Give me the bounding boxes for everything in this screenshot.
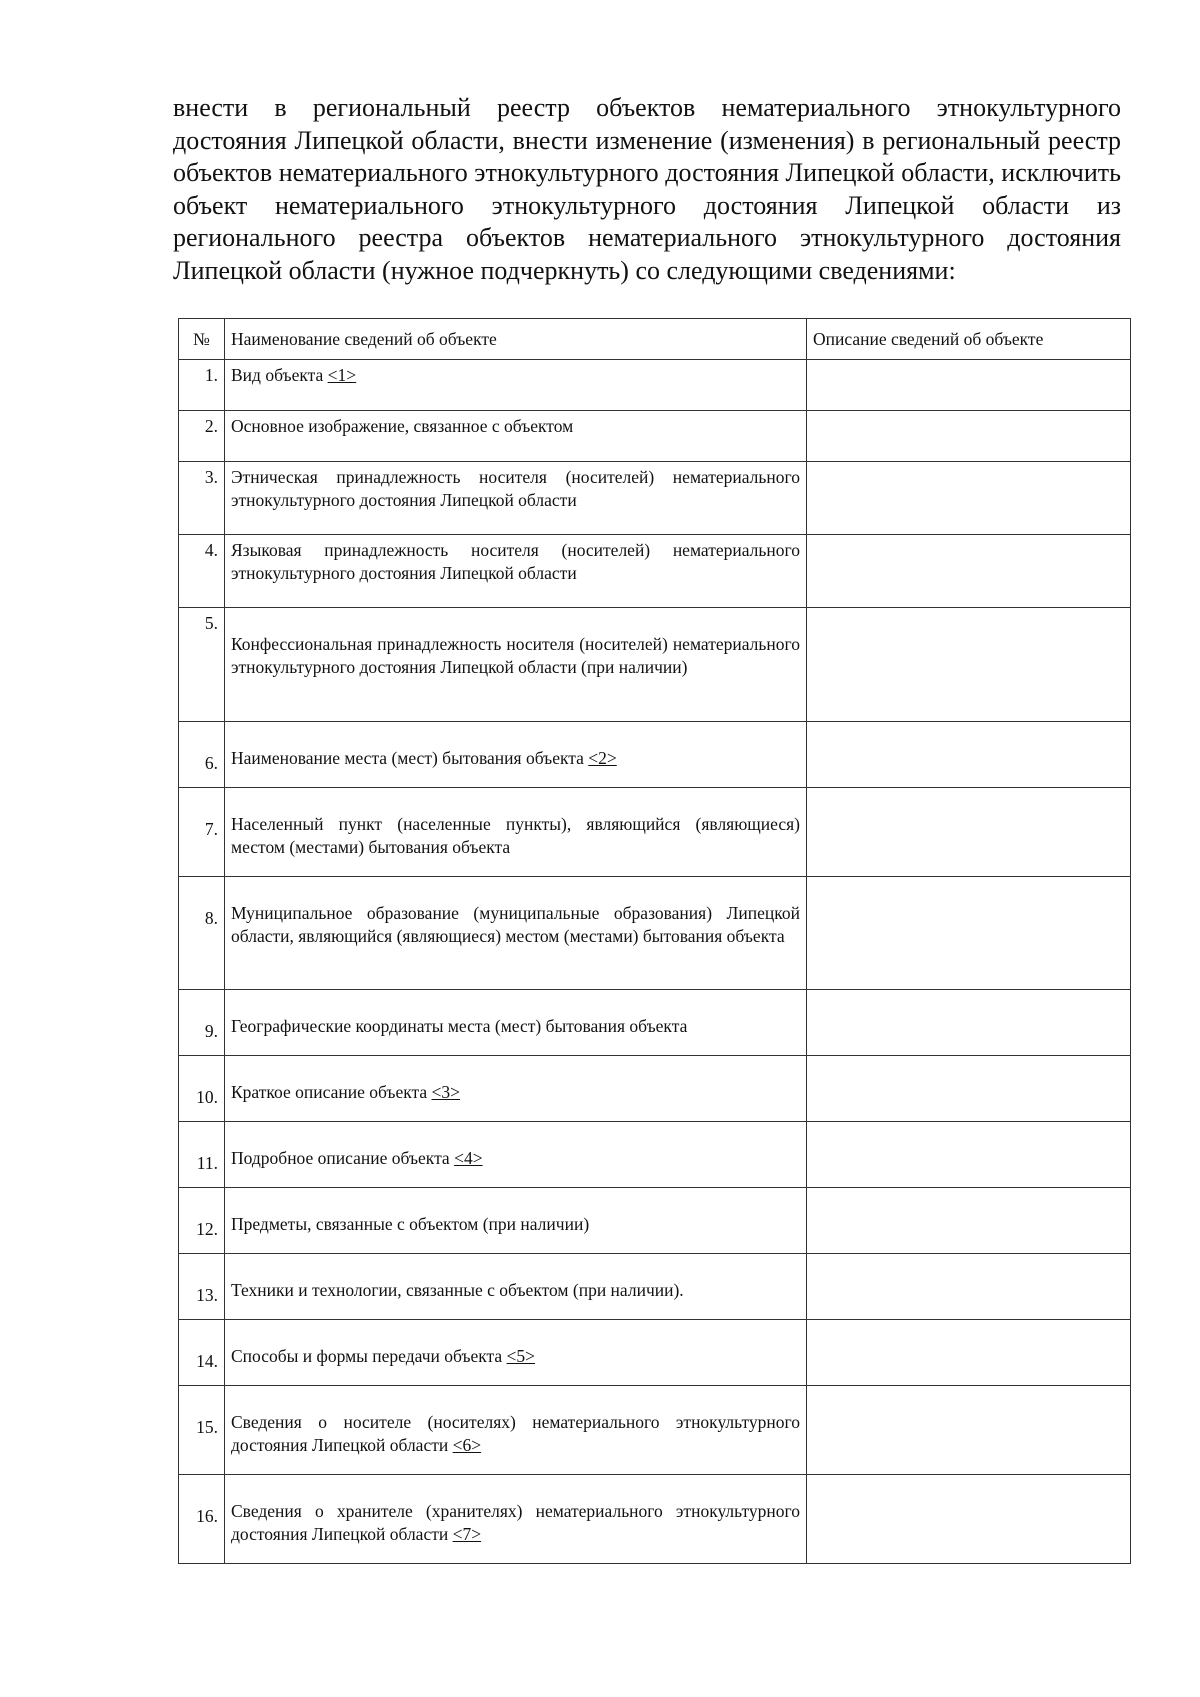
- row-description-cell[interactable]: [807, 1056, 1131, 1122]
- row-info-text: Техники и технологии, связанные с объектом (при наличии).: [231, 1280, 684, 1300]
- row-info-text: Сведения о носителе (носителях) нематериального этнокультурного достояния Липецкой области: [231, 1412, 800, 1455]
- table-row: [179, 990, 1131, 1056]
- footnote-link[interactable]: <4>: [454, 1148, 483, 1168]
- row-info-name: [225, 535, 807, 608]
- row-info-name: [225, 1122, 807, 1188]
- row-number: 3.: [179, 462, 225, 535]
- row-description-cell[interactable]: [807, 1475, 1131, 1564]
- row-number: 4.: [179, 535, 225, 608]
- row-info-text: Конфессиональная принадлежность носителя (носителей) нематериального этнокультурного достояния Липецкой области (при наличии): [231, 634, 800, 677]
- row-info-name: [225, 1386, 807, 1475]
- row-info-name: [225, 411, 807, 462]
- row-description-cell[interactable]: [807, 990, 1131, 1056]
- table-row: [179, 535, 1131, 608]
- row-info-name: [225, 1254, 807, 1320]
- row-info-name: [225, 877, 807, 990]
- row-info-text: Этническая принадлежность носителя (носителей) нематериального этнокультурного достояния Липецкой области: [231, 467, 800, 510]
- row-description-cell[interactable]: [807, 788, 1131, 877]
- row-number: 9.: [179, 990, 225, 1056]
- footnote-link[interactable]: <2>: [588, 748, 617, 768]
- row-number: 2.: [179, 411, 225, 462]
- row-description-cell[interactable]: [807, 608, 1131, 722]
- row-info-text: Наименование места (мест) бытования объекта: [231, 748, 589, 768]
- row-info-name: [225, 462, 807, 535]
- footnote-link[interactable]: <5>: [506, 1346, 536, 1366]
- table-row: [179, 608, 1131, 722]
- row-info-name: [225, 1188, 807, 1254]
- row-info-text: Языковая принадлежность носителя (носителей) нематериального этнокультурного достояния Липецкой области: [231, 540, 800, 583]
- table-row: [179, 462, 1131, 535]
- row-description-cell[interactable]: [807, 411, 1131, 462]
- footnote-link[interactable]: <3>: [431, 1082, 461, 1102]
- row-info-text: Географические координаты места (мест) бытования объекта: [231, 1016, 688, 1036]
- row-info-name: [225, 1056, 807, 1122]
- row-number: 8.: [179, 877, 225, 990]
- row-number: 6.: [179, 722, 225, 788]
- footnote-link[interactable]: <7>: [452, 1524, 482, 1544]
- header-number: №: [179, 319, 225, 360]
- row-description-cell[interactable]: [807, 877, 1131, 990]
- row-number: 11.: [179, 1122, 225, 1188]
- row-description-cell[interactable]: [807, 1188, 1131, 1254]
- row-description-cell[interactable]: [807, 535, 1131, 608]
- footnote-link[interactable]: <1>: [327, 365, 357, 385]
- table-row: [179, 788, 1131, 877]
- row-info-text: Подробное описание объекта: [231, 1148, 455, 1168]
- row-description-cell[interactable]: [807, 1122, 1131, 1188]
- table-row: [179, 722, 1131, 788]
- row-info-name: [225, 990, 807, 1056]
- table-row: [179, 1475, 1131, 1564]
- row-number: 16.: [179, 1475, 225, 1564]
- footnote-link[interactable]: <6>: [452, 1435, 482, 1455]
- table-row: [179, 1320, 1131, 1386]
- row-info-text: Населенный пункт (населенные пункты), являющийся (являющиеся) местом (местами) бытования объекта: [231, 814, 800, 857]
- row-info-text: Вид объекта: [231, 365, 328, 385]
- header-info-name: Наименование сведений об объекте: [225, 319, 807, 360]
- table-row: [179, 1122, 1131, 1188]
- table-row: [179, 877, 1131, 990]
- table-row: [179, 411, 1131, 462]
- row-description-cell[interactable]: [807, 1386, 1131, 1475]
- row-info-text: Способы и формы передачи объекта: [231, 1346, 507, 1366]
- row-info-name: [225, 1320, 807, 1386]
- intro-paragraph: внести в региональный реестр объектов нематериального этнокультурного достояния Липецкой области, внести изменение (изменения) в региональный реестр объектов нематериального этнокультурного достояния Липецкой области, исключить объект нематериального этнокультурного достояния Липецкой области из регионального реестра объектов нематериального этнокультурного достояния Липецкой области (нужное подчеркнуть) со следующими сведениями:: [173, 93, 1121, 285]
- row-description-cell[interactable]: [807, 1320, 1131, 1386]
- row-description-cell[interactable]: [807, 360, 1131, 411]
- header-info-description: Описание сведений об объекте: [807, 319, 1131, 360]
- row-info-name: [225, 788, 807, 877]
- row-info-text: Краткое описание объекта: [231, 1082, 432, 1102]
- row-number: 15.: [179, 1386, 225, 1475]
- row-info-text: Предметы, связанные с объектом (при наличии): [231, 1214, 590, 1234]
- row-number: 1.: [179, 360, 225, 411]
- row-number: 12.: [179, 1188, 225, 1254]
- row-description-cell[interactable]: [807, 462, 1131, 535]
- row-info-name: [225, 360, 807, 411]
- row-info-text: Основное изображение, связанное с объектом: [231, 416, 574, 436]
- row-info-name: [225, 608, 807, 722]
- row-info-name: [225, 722, 807, 788]
- row-number: 5.: [179, 608, 225, 722]
- row-number: 7.: [179, 788, 225, 877]
- row-description-cell[interactable]: [807, 722, 1131, 788]
- table-row: [179, 1188, 1131, 1254]
- row-number: 13.: [179, 1254, 225, 1320]
- table-header-row: [179, 319, 1131, 360]
- row-info-text: Муниципальное образование (муниципальные образования) Липецкой области, являющийся (являющиеся) местом (местами) бытования объекта: [231, 903, 800, 946]
- row-description-cell[interactable]: [807, 1254, 1131, 1320]
- table-row: [179, 1386, 1131, 1475]
- row-info-text: Сведения о хранителе (хранителях) нематериального этнокультурного достояния Липецкой области: [231, 1501, 800, 1544]
- row-number: 10.: [179, 1056, 225, 1122]
- row-info-name: [225, 1475, 807, 1564]
- object-info-table: [178, 318, 1131, 1564]
- table-row: [179, 1254, 1131, 1320]
- table-row: [179, 360, 1131, 411]
- row-number: 14.: [179, 1320, 225, 1386]
- table-row: [179, 1056, 1131, 1122]
